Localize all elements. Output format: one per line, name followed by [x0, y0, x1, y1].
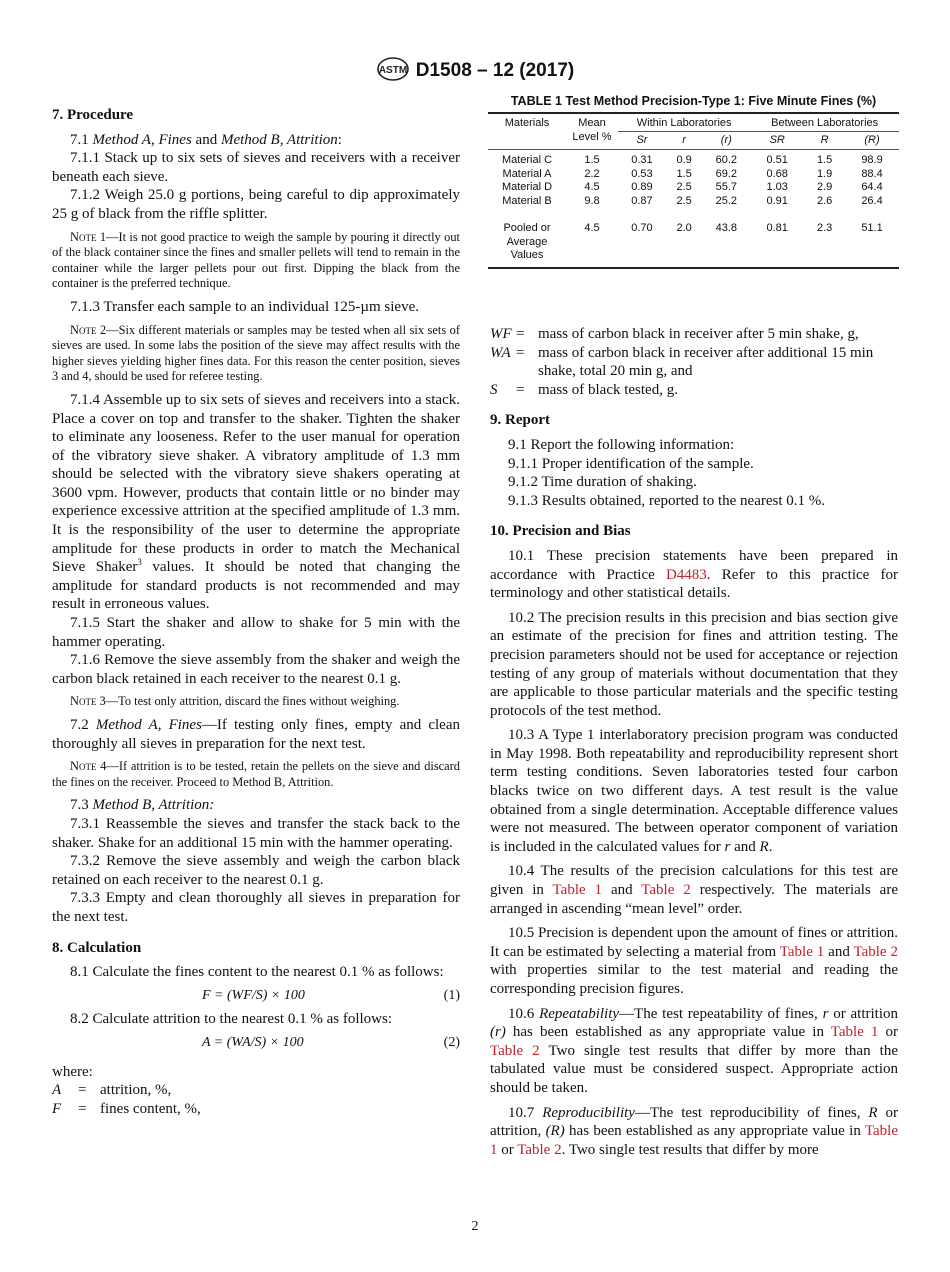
table-cell: 1.03: [766, 181, 788, 193]
definition-equals: =: [516, 381, 525, 398]
text-run: with properties similar to the test material and reading the corresponding precision figures.: [490, 962, 898, 997]
paragraph: [490, 726, 898, 856]
table-cell: 2.2: [584, 167, 600, 180]
table-cell: 0.31: [631, 154, 653, 166]
paragraph: [52, 391, 460, 614]
table-cell: 98.9: [861, 154, 883, 166]
reference-link[interactable]: Table 1: [779, 943, 825, 960]
text-run: 10.5 Precision is dependent upon the amount of fines or attrition. It can be estimated by selecting a material from: [490, 925, 898, 960]
table-cell: 2.9: [816, 181, 833, 193]
table-cell: 0.89: [631, 181, 653, 193]
definition-symbol: F: [52, 1100, 62, 1117]
text-run: 10.7: [508, 1104, 543, 1121]
text-run: 7.2: [70, 717, 96, 733]
paragraph: [52, 1010, 460, 1029]
paragraph: [52, 889, 460, 926]
definition-equals: =: [78, 1100, 87, 1117]
paragraph: [52, 815, 460, 852]
precision-table: [488, 94, 899, 269]
paragraph: [490, 547, 898, 603]
text-run: and: [191, 131, 221, 148]
table-cell: 64.4: [861, 181, 883, 193]
text-run: 3: [137, 557, 142, 568]
reference-link[interactable]: Table 1: [552, 882, 603, 899]
note-label: Note 4: [70, 759, 107, 774]
text-run: 8. Calculation: [52, 939, 142, 956]
text-run: 8.2 Calculate attrition to the nearest 0.1 % as follows:: [70, 1011, 393, 1028]
text-run: 10. Precision and Bias: [490, 523, 631, 540]
table-row: [488, 168, 899, 182]
reference-link[interactable]: Table 2: [517, 1141, 562, 1158]
text-run: —Six different materials or samples may be tested when all six sets of sieves are used. In some labs the position of the sieve may affect results with the higher sieves yielding higher fines data. For this reason the center position, sieves 3 and 4, should be used for referee testing.: [52, 322, 460, 384]
table-row: [488, 181, 899, 195]
text-run: or attrition,: [490, 1104, 899, 1140]
text-run: R: [868, 1104, 878, 1121]
paragraph: [52, 852, 460, 889]
astm-logo-icon: [376, 56, 410, 82]
text-run: or: [878, 1024, 898, 1041]
text-run: 9. Report: [490, 412, 550, 429]
text-run: 7.1.3 Transfer each sample to an individual 125-µm sieve.: [70, 298, 419, 315]
group-within: Within Laboratories: [618, 113, 750, 131]
svg-text:ASTM: ASTM: [378, 65, 407, 76]
table-cell: 88.4: [861, 167, 883, 180]
table-cell: 0.9: [676, 154, 692, 166]
table-cell: 0.70: [631, 222, 653, 234]
table-cell: 43.8: [715, 222, 738, 234]
reference-link[interactable]: Table 2: [853, 943, 898, 960]
text-run: 7.1.5 Start the shaker and allow to shake for 5 min with the hammer operating.: [52, 615, 460, 650]
sub-header: Sr: [636, 133, 648, 146]
sub-header: R: [820, 133, 829, 146]
text-run: (r): [490, 1024, 506, 1041]
paragraph: [52, 651, 460, 688]
text-run: 7.1: [70, 131, 93, 148]
definition-equals: =: [78, 1082, 87, 1099]
table-cell: 25.2: [715, 194, 738, 207]
text-run: 9.1.2 Time duration of shaking.: [508, 474, 697, 491]
table-cell: 51.1: [861, 222, 883, 234]
table-row-pooled: [488, 208, 899, 268]
text-run: Repeatability: [539, 1005, 620, 1022]
equation: [52, 1034, 460, 1053]
table-cell: 2.5: [676, 181, 692, 193]
text-run: and: [730, 838, 760, 855]
where-label: [52, 1063, 460, 1082]
text-run: . Refer to this practice for terminology and other statistical details.: [490, 566, 898, 602]
section-heading: [52, 106, 460, 125]
paragraph: [490, 455, 898, 474]
text-run: —If testing only fines, empty and clean thoroughly all sieves in preparation for the next test.: [52, 717, 460, 752]
text-run: 7.3: [70, 797, 93, 814]
text-run: has been established as any appropriate value in: [505, 1024, 831, 1041]
text-run: . Two single test results that differ by more: [561, 1141, 819, 1158]
text-run: 10.3 A Type 1 interlaboratory precision program was conducted in May 1998. Both repeatability and reproducibility represent short term testing conditions. Seven laboratories tested four carbon blacks twice on two different days. A test result is the value obtained from a single determination. Acceptable difference values were not measured. The between operator component of variation is included in the calculated values for: [490, 727, 898, 855]
sub-header: (R): [864, 133, 880, 146]
text-run: 9.1 Report the following information:: [508, 436, 735, 453]
table-cell: 1.5: [816, 154, 833, 166]
table-cell: 69.2: [715, 167, 738, 180]
text-run: where:: [52, 1063, 93, 1080]
text-run: 10.4 The results of the precision calculations for this test are given in: [490, 863, 898, 899]
text-run: 9.1.1 Proper identification of the sample.: [508, 455, 754, 472]
definition-symbol: WF: [490, 326, 512, 342]
sub-header: r: [682, 133, 686, 146]
definition-text: attrition, %,: [100, 1082, 172, 1099]
paragraph: [52, 796, 460, 815]
col-materials: Materials: [504, 117, 550, 129]
table-cell: 0.53: [631, 167, 653, 180]
reference-link[interactable]: Table 2: [641, 882, 691, 899]
note: [52, 230, 460, 292]
table-row: [488, 150, 899, 168]
text-run: 10.1 These precision statements have been prepared in accordance with Practice: [490, 547, 898, 583]
equation-formula: F = (WF/S) × 100: [202, 987, 305, 1003]
definition: [52, 1081, 460, 1100]
table-cell: 2.5: [676, 194, 692, 207]
paragraph: [52, 614, 460, 651]
group-between: Between Laboratories: [750, 113, 899, 131]
definition-text: mass of carbon black in receiver after 5 min shake, g,: [538, 326, 859, 342]
text-run: 7. Procedure: [52, 107, 134, 123]
page-number: 2: [471, 1219, 479, 1234]
text-run: —The test repeatability of fines,: [619, 1005, 823, 1022]
text-run: 7.3.1 Reassemble the sieves and transfer the stack back to the shaker. Shake for an additional 15 min with the hammer operating.: [52, 815, 460, 851]
text-run: —The test reproducibility of fines,: [634, 1104, 869, 1121]
paragraph: [52, 149, 460, 186]
text-run: Two single test results that differ by more than the tabulated value must be considered suspect. Appropriate action should be taken.: [490, 1042, 898, 1096]
reference-link[interactable]: Table 1: [490, 1123, 898, 1158]
text-run: and: [824, 943, 854, 960]
table-cell: 1.5: [584, 154, 600, 166]
definition-equals: =: [516, 326, 525, 342]
section-heading: [52, 939, 460, 958]
table-cell: 2.6: [816, 194, 833, 207]
paragraph: [52, 298, 460, 317]
text-run: .: [768, 838, 773, 855]
table-cell: 2.3: [816, 222, 833, 234]
left-column: [52, 94, 460, 1118]
definition-symbol: WA: [490, 344, 511, 361]
text-run: R: [759, 838, 769, 855]
equation-number: (2): [443, 1034, 460, 1050]
paragraph: [490, 1005, 898, 1098]
text-run: 10.2 The precision results in this precision and bias section give an estimate of the precision for fines and attrition testing. The precision parameters should not be used for acceptance or rejection testing of any group of materials without documentation that they are applicable to those particular materials and the specific testing protocols of the test method.: [490, 609, 898, 719]
text-run: has been established as any appropriate value in: [564, 1123, 865, 1140]
definition-symbol: A: [52, 1082, 62, 1099]
note-label: Note 2: [70, 322, 107, 337]
note: [52, 694, 460, 710]
text-run: 10.6: [508, 1005, 540, 1022]
definition-text: mass of black tested, g.: [538, 381, 678, 398]
definition-text: fines content, %,: [100, 1100, 201, 1117]
reference-link[interactable]: Table 2: [490, 1042, 540, 1059]
reference-link[interactable]: Table 1: [830, 1024, 879, 1041]
table-cell: Material C: [501, 154, 553, 166]
table-cell: 4.5: [584, 181, 600, 193]
table-cell: 0.81: [766, 222, 788, 234]
paragraph: [490, 609, 898, 721]
sub-header: (r): [720, 133, 732, 146]
text-run: 9.1.3 Results obtained, reported to the nearest 0.1 %.: [508, 492, 826, 509]
text-run: values. It should be noted that changing the amplitude for standard products is not recommended and may result in erroneous values.: [52, 559, 460, 613]
text-run: Method B, Attrition: [220, 131, 338, 148]
text-run: Reproducibility: [542, 1104, 635, 1121]
definition: [490, 381, 898, 400]
table-cell: 2.0: [676, 222, 692, 234]
text-run: —If attrition is to be tested, retain the pellets on the sieve and discard the fines on the receiver. Proceed to Method B, Attrition.: [52, 759, 460, 789]
paragraph: [490, 862, 898, 918]
text-run: or: [497, 1141, 518, 1158]
table-cell: Material D: [501, 181, 553, 193]
table-cell: Pooled or Average Values: [503, 222, 551, 261]
text-run: 7.1.2 Weigh 25.0 g portions, being careful to dip approximately 25 g of black from the riffle splitter.: [52, 187, 460, 222]
paragraph: [490, 924, 898, 998]
equation: [52, 987, 460, 1006]
paragraph: [490, 1104, 898, 1160]
page-header: [0, 56, 950, 82]
table-row: [488, 195, 899, 209]
table-title: TABLE 1 Test Method Precision-Type 1: Five Minute Fines (%): [510, 94, 877, 108]
table-cell: Material A: [502, 167, 552, 180]
definition: [490, 325, 898, 344]
table-cell: 0.68: [766, 167, 788, 180]
table-cell: 1.5: [676, 167, 692, 180]
right-column: [490, 325, 898, 1159]
text-run: 7.1.4 Assemble up to six sets of sieves and receivers into a stack. Place a cover on top and transfer to the shaker. Tighten the shaker to eliminate any looseness. Refer to the user manual for operation of the vibratory sieve shaker. A vibratory amplitude of 1.3 mm should be selected with the vibratory sieve shakers operating at 3600 vpm. However, products that contain little or no binder may experience excessive attrition at the specified amplitude of 1.3 mm. It is the responsibility of the user to determine the appropriate amplitude for these products in order to match the Mechanical Sieve Shaker: [52, 391, 460, 576]
col-mean-level: Mean Level %: [572, 117, 612, 143]
text-run: Method A, Fines: [92, 131, 192, 148]
text-run: :: [337, 131, 342, 148]
definition-text: mass of carbon black in receiver after additional 15 min shake, total 20 min g, and: [538, 344, 874, 380]
table-cell: 0.87: [631, 194, 653, 207]
definition: [52, 1100, 460, 1119]
paragraph: [52, 131, 460, 150]
table-cell: 26.4: [861, 194, 883, 207]
definition-equals: =: [516, 344, 525, 361]
note: [52, 759, 460, 790]
text-run: or attrition: [828, 1005, 898, 1022]
table-cell: 60.2: [715, 154, 738, 166]
equation-number: (1): [443, 987, 460, 1003]
paragraph: [490, 492, 898, 511]
text-run: and: [602, 882, 642, 899]
section-heading: [490, 411, 898, 430]
text-run: Method B, Attrition:: [92, 797, 215, 814]
reference-link[interactable]: D4483: [665, 566, 707, 583]
text-run: 7.3.2 Remove the sieve assembly and weigh the carbon black retained on each receiver to the nearest 0.1 g.: [52, 853, 460, 888]
table-cell: 0.51: [766, 154, 788, 166]
document-designation: D1508 – 12 (2017): [415, 60, 575, 81]
note: [52, 323, 460, 385]
table-cell: 9.8: [584, 194, 600, 207]
text-run: 7.1.1 Stack up to six sets of sieves and receivers with a receiver beneath each sieve.: [52, 150, 460, 185]
text-run: respectively. The materials are arranged in ascending “mean level” order.: [490, 882, 898, 917]
text-run: 7.3.3 Empty and clean thoroughly all sieves in preparation for the next test.: [52, 890, 460, 925]
text-run: Method A, Fines: [95, 717, 202, 733]
text-run: —It is not good practice to weigh the sample by pouring it directly out of the black container since the fines and smaller pellets will tend to remain in the container while the larger pellets pour out first. Dipping the black from the container is the preferred technique.: [52, 229, 460, 291]
note-label: Note 1: [70, 229, 107, 244]
paragraph: [490, 436, 898, 455]
text-run: r: [724, 838, 731, 855]
table-cell: Material B: [502, 194, 552, 207]
note-label: Note 3: [70, 694, 106, 709]
text-run: —To test only attrition, discard the fines without weighing.: [105, 694, 400, 709]
section-heading: [490, 522, 898, 541]
table-cell: 1.9: [816, 167, 833, 180]
text-run: r: [822, 1005, 829, 1022]
text-run: 7.1.6 Remove the sieve assembly from the shaker and weigh the carbon black retained in each receiver to the nearest 0.1 g.: [52, 652, 460, 687]
paragraph: [52, 186, 460, 223]
text-run: (R): [545, 1123, 565, 1140]
definition-symbol: S: [490, 381, 498, 398]
table-cell: 4.5: [584, 222, 600, 234]
table-cell: 55.7: [715, 181, 738, 193]
definition: [490, 344, 898, 381]
paragraph: [52, 716, 460, 753]
table-cell: 0.91: [766, 194, 788, 207]
equation-formula: A = (WA/S) × 100: [202, 1034, 304, 1050]
paragraph: [52, 963, 460, 982]
text-run: 8.1 Calculate the fines content to the nearest 0.1 % as follows:: [70, 964, 444, 981]
paragraph: [490, 473, 898, 492]
sub-header: SR: [769, 133, 785, 146]
